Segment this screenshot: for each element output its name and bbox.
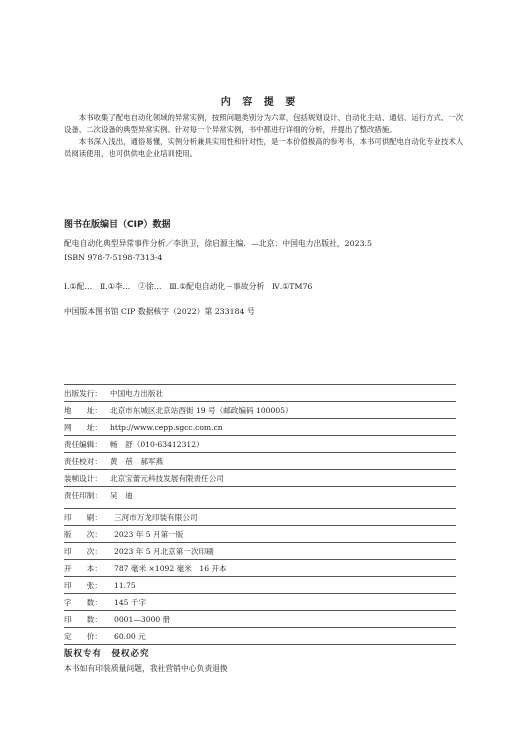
info-row-publisher: 出版发行： 中国电力出版社 [64,389,164,398]
cip-heading: 图书在版编目（CIP）数据 [64,220,171,230]
divider [64,486,456,487]
info-row-print-supervisor: 责任印制： 吴 迪 [64,491,133,500]
divider [64,452,456,453]
divider [64,576,456,577]
info-row-website: 网 址： http://www.cepp.sgcc.com.cn [64,423,223,432]
summary-paragraph: 本书深入浅出，通俗易懂，实例分析兼具实用性和针对性，是一本价值极高的参考书，本书可供配电自动化专业技术人员阅读使用，也可供供电企业培训使用。 [64,137,464,158]
divider [64,469,456,470]
summary-body [64,112,464,160]
cip-title-line: 配电自动化典型异常事件分析／李洪卫，徐启源主编．—北京：中国电力出版社，2023.5 [64,239,372,248]
divider [64,644,456,645]
cip-isbn: ISBN 978-7-5198-7313-4 [64,253,163,262]
summary-title: 内 容 提 要 [220,97,300,108]
info-row-editor: 责任编辑： 畅 舒（010-63412312） [64,440,204,449]
print-row: 印 张： 11.75 [64,581,136,590]
divider [64,384,456,385]
cip-number: 中国版本图书馆 CIP 数据核字（2022）第 233184 号 [64,307,255,316]
summary-paragraph: 本书收集了配电自动化领域的异常实例，按照问题类别分为六章，包括规划设计、自动化主站、通信、运行方式、一次设备、二次设备的典型异常实例。针对每一个异常实例，书中都进行详细的分析，并提出了整改措施。 [64,113,464,134]
divider [64,508,456,509]
print-row: 开 本： 787 毫米 ×1092 毫米 16 开本 [64,564,227,573]
print-row: 定 价： 60.00 元 [64,632,146,641]
divider [64,525,456,526]
print-row: 印 次： 2023 年 5 月北京第一次印刷 [64,547,214,556]
divider [64,418,456,419]
print-row: 印 刷： 三河市万龙印装有限公司 [64,513,198,522]
divider [64,610,456,611]
info-row-proofreader: 责任校对： 黄 蓓 郝军燕 [64,457,164,466]
divider [64,627,456,628]
copyright-note: 本书如有印装质量问题，我社营销中心负责退换 [64,664,228,673]
print-row: 印 数： 0001—3000 册 [64,615,171,624]
info-row-address: 地 址： 北京市东城区北京站西街 19 号（邮政编码 100005） [64,406,293,415]
divider [64,542,456,543]
divider [64,593,456,594]
divider [64,401,456,402]
info-row-design: 装帧设计： 北京宝蕾元科技发展有限责任公司 [64,474,224,483]
divider [64,559,456,560]
cip-classification: Ⅰ.①配… Ⅱ.①李… ②徐… Ⅲ.①配电自动化－事故分析 Ⅳ.①TM76 [64,282,313,291]
divider [64,435,456,436]
copyright-heading: 版权专有 侵权必究 [64,649,150,659]
print-row: 字 数： 145 千字 [64,598,147,607]
print-row: 版 次： 2023 年 5 月第一版 [64,530,184,539]
